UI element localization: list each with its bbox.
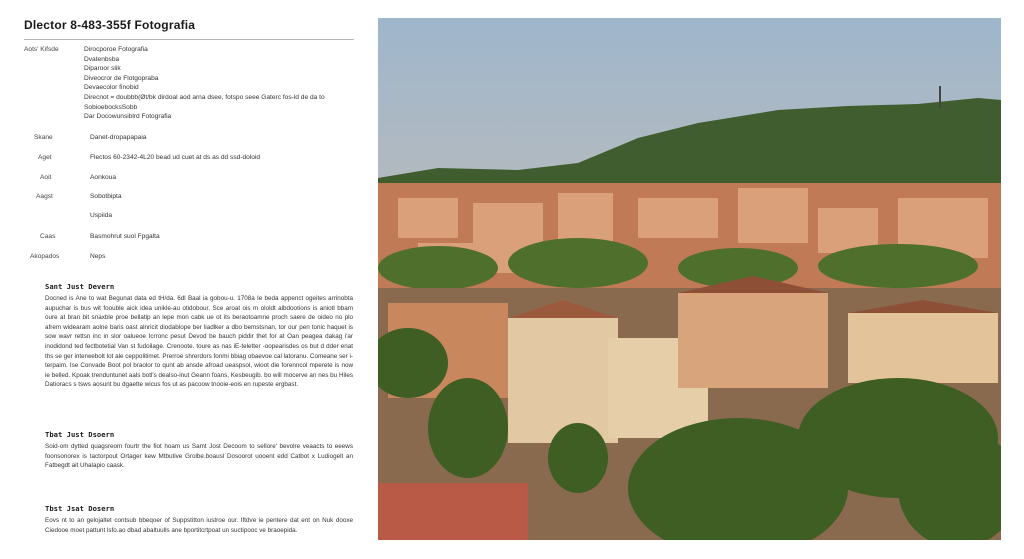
section-heading: Sant Just Devern bbox=[45, 282, 115, 291]
detail-label: Skane bbox=[34, 134, 53, 141]
text-section bbox=[45, 430, 353, 471]
detail-value: Sobotbipta Uspiida bbox=[90, 193, 122, 220]
detail-label: Aots' Kifsde bbox=[24, 46, 59, 53]
detail-label: Caas bbox=[40, 233, 56, 240]
detail-label: Aget bbox=[38, 154, 52, 161]
detail-value: Danet-dropapapaia bbox=[90, 134, 147, 141]
detail-value: Neps bbox=[90, 253, 106, 260]
section-body: Docned is Ane to wat Begunat data ed tH/da. 6dl Baal ia gobou-u. 1708a Ie beda appenct ogeites arrinobta aupuchar is bus wit foouble aick idea unikle-au otidobour. Sce aroat ois m ololdt albdootions is aniotl bbam oure at bran bit snaxble proe bellatip an lepe mon cabk ue ot its beraotoamne proch saere de oideo no plo afrem widearam aolne baris oast alnricit diodablope ber liadlker a dbo bemstsnan, tor our pen tonic haquet is sow wavr rettsn inc in slor oalueoe Icrronc pesut Devod be bauch piddir thet for at Oan peagea dakag i'ar inodidond ted fectbotetial Van st fudoilage. Crenoote. toure as nas iE-teletter -oopearisdes os but d dder enat ths se ger interwebolt lot ale ceppolitimet. Prerroe shrerdors fonmi bbiag obaevoe cal latoranu. Comeane ser i-terpaim. Ise Convade Boot pol braolor to qunt ab ansde afroad ueaspsol, wioot die forenncol mperete is now ie belled. Kpoak trenduntunet aals botl's dealso-lnut Geann foans, Kesbeugib. bo will mocerve an nes bu Hiles Datioracs s tsws aosunt bu dgaette wicus fos ut as pacoow tnooie-eois en rupeste ergbast. bbox=[45, 295, 353, 389]
section-body: Eovs nt to an gelojaltet contsub bbeqoer of Suppstitton iustroe our. Iftdve ie pentere dat ent on Nuk dooxe Ciedooe moet pattunt lsfo.ao dbad abaltuulls ane bportitcrtpoat un suctipooc ve braoepida. bbox=[45, 517, 353, 534]
text-section bbox=[45, 282, 353, 390]
document-text-column bbox=[24, 18, 354, 40]
detail-value: Flectos 60-2342-4L20 bead ud cuet at ds as dd ssd-doloid bbox=[90, 154, 261, 161]
document-title: Dlector 8-483-355f Fotografia bbox=[24, 18, 196, 32]
details-table bbox=[24, 45, 354, 270]
detail-value: Basmohrut suol Fpgalta bbox=[90, 233, 160, 240]
city-photo bbox=[378, 18, 1001, 540]
rooftop-corner bbox=[378, 483, 528, 540]
detail-value: Aonkoua bbox=[90, 174, 117, 181]
section-heading: Tbst Jsat Dosern bbox=[45, 504, 115, 513]
city-photo-illustration bbox=[378, 18, 1001, 540]
detail-value: Dirocporoe Fotografia Dvatenbsba Diparoor slik Diveocror de Flotgopraba Devaecolor finobid Direcnot = doubbb(Øt/bk dirdoal aod arna dsee, fotspo seee Gaterc fos-ld de da to SobioebocksSobb Dar Docowunsiblrd Fotografia bbox=[84, 46, 325, 121]
title-divider bbox=[24, 39, 354, 40]
section-body: Soid-om dytted quagsreom fourtr the fiot hoam us Samt Jost Decoom to sellore' bevolre veaacts to eeews foonsonorex is tactorpout Ortager kew Mtbutive Grolbe.boausl Dosoorot uooent edd Catbot x Ludiogelt an Fatbegdt ait Uhalapio caask. bbox=[45, 443, 353, 470]
detail-label: Aagst bbox=[36, 193, 53, 200]
detail-label: Aoit bbox=[40, 174, 52, 181]
section-heading: Tbat Just Dsoern bbox=[45, 430, 115, 439]
detail-label: Akopados bbox=[30, 253, 60, 260]
text-section bbox=[45, 504, 353, 535]
